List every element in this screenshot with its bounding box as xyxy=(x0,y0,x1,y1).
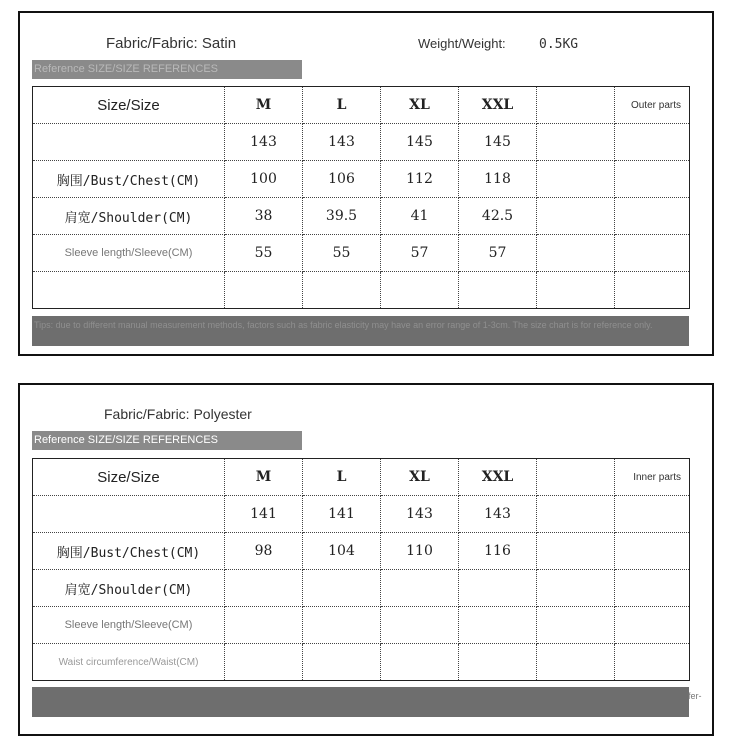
size-col-blank xyxy=(537,87,615,124)
table-cell: 141 xyxy=(225,496,303,533)
table-cell: 143 xyxy=(381,496,459,533)
table-cell xyxy=(615,644,690,681)
table-cell: 57 xyxy=(459,235,537,272)
outer-tips-banner: Tips: due to different manual measurement methods, factors such as fabric elasticity may have an error range of 1-3cm. The size chart is for reference only. xyxy=(32,316,689,346)
size-col-xl: XL xyxy=(381,459,459,496)
weight-label: Weight/Weight: xyxy=(418,36,506,51)
row-label xyxy=(33,272,225,309)
row-label: 肩宽/Shoulder(CM) xyxy=(33,198,225,235)
table-cell xyxy=(537,161,615,198)
row-label: 肩宽/Shoulder(CM) xyxy=(33,570,225,607)
table-cell xyxy=(615,570,690,607)
size-header-label: Size/Size xyxy=(33,87,225,124)
table-header-row xyxy=(33,87,690,124)
table-cell xyxy=(537,272,615,309)
inner-tips-tail: fer- xyxy=(688,691,702,701)
table-cell: 42.5 xyxy=(459,198,537,235)
table-row xyxy=(33,570,690,607)
table-cell: 145 xyxy=(381,124,459,161)
inner-tips-banner xyxy=(32,687,689,717)
outer-fabric-label: Fabric/Fabric: Satin xyxy=(106,35,237,52)
row-label xyxy=(33,124,225,161)
table-header-row xyxy=(33,459,690,496)
table-cell xyxy=(381,570,459,607)
size-col-xxl: XXL xyxy=(459,87,537,124)
table-cell: 143 xyxy=(225,124,303,161)
row-label: Sleeve length/Sleeve(CM) xyxy=(33,607,225,644)
table-cell: 110 xyxy=(381,533,459,570)
table-cell: 145 xyxy=(459,124,537,161)
table-cell: 104 xyxy=(303,533,381,570)
table-cell xyxy=(459,607,537,644)
table-cell xyxy=(303,272,381,309)
size-col-l: L xyxy=(303,459,381,496)
table-cell: 143 xyxy=(303,124,381,161)
table-row xyxy=(33,161,690,198)
size-header-label: Size/Size xyxy=(33,459,225,496)
outer-reference-banner: Reference SIZE/SIZE REFERENCES xyxy=(32,60,302,79)
table-cell xyxy=(303,644,381,681)
size-col-blank xyxy=(537,459,615,496)
table-cell xyxy=(303,570,381,607)
table-row xyxy=(33,198,690,235)
table-cell xyxy=(225,607,303,644)
table-row xyxy=(33,124,690,161)
table-cell: 39.5 xyxy=(303,198,381,235)
table-cell xyxy=(615,533,690,570)
table-cell xyxy=(381,644,459,681)
inner-parts-label: Inner parts xyxy=(615,459,690,496)
table-cell xyxy=(615,198,690,235)
table-cell: 41 xyxy=(381,198,459,235)
table-cell xyxy=(225,644,303,681)
table-cell xyxy=(537,124,615,161)
table-cell xyxy=(615,607,690,644)
size-col-xxl: XXL xyxy=(459,459,537,496)
weight-value: 0.5KG xyxy=(539,37,579,52)
table-cell xyxy=(537,570,615,607)
table-cell xyxy=(303,607,381,644)
table-cell xyxy=(225,570,303,607)
table-cell xyxy=(537,235,615,272)
table-cell: 55 xyxy=(303,235,381,272)
size-col-l: L xyxy=(303,87,381,124)
outer-size-card xyxy=(18,11,714,356)
table-cell xyxy=(537,607,615,644)
size-col-m: M xyxy=(225,87,303,124)
table-cell xyxy=(537,533,615,570)
table-row xyxy=(33,607,690,644)
table-row xyxy=(33,644,690,681)
table-cell: 98 xyxy=(225,533,303,570)
table-cell: 57 xyxy=(381,235,459,272)
outer-parts-label: Outer parts xyxy=(615,87,690,124)
size-col-xl: XL xyxy=(381,87,459,124)
table-cell xyxy=(537,496,615,533)
table-row xyxy=(33,272,690,309)
table-cell: 116 xyxy=(459,533,537,570)
outer-size-table xyxy=(32,86,690,309)
inner-size-card xyxy=(18,383,714,736)
row-label: 胸围/Bust/Chest(CM) xyxy=(33,533,225,570)
table-cell xyxy=(615,235,690,272)
inner-size-table xyxy=(32,458,690,681)
table-cell xyxy=(615,124,690,161)
table-cell xyxy=(615,272,690,309)
row-label: Sleeve length/Sleeve(CM) xyxy=(33,235,225,272)
table-cell xyxy=(537,198,615,235)
table-cell: 100 xyxy=(225,161,303,198)
table-cell xyxy=(537,644,615,681)
table-cell: 143 xyxy=(459,496,537,533)
table-cell xyxy=(381,607,459,644)
inner-reference-banner: Reference SIZE/SIZE REFERENCES xyxy=(32,431,302,450)
table-cell xyxy=(615,161,690,198)
table-row xyxy=(33,533,690,570)
table-cell: 106 xyxy=(303,161,381,198)
size-col-m: M xyxy=(225,459,303,496)
table-cell xyxy=(459,644,537,681)
table-cell: 118 xyxy=(459,161,537,198)
row-label: 胸围/Bust/Chest(CM) xyxy=(33,161,225,198)
table-cell xyxy=(459,272,537,309)
table-cell xyxy=(225,272,303,309)
inner-fabric-label: Fabric/Fabric: Polyester xyxy=(104,406,252,422)
table-cell: 38 xyxy=(225,198,303,235)
table-cell: 141 xyxy=(303,496,381,533)
row-label xyxy=(33,496,225,533)
table-cell xyxy=(381,272,459,309)
table-cell: 55 xyxy=(225,235,303,272)
table-cell xyxy=(459,570,537,607)
row-label: Waist circumference/Waist(CM) xyxy=(33,644,225,681)
table-cell: 112 xyxy=(381,161,459,198)
table-row xyxy=(33,496,690,533)
table-row xyxy=(33,235,690,272)
table-cell xyxy=(615,496,690,533)
